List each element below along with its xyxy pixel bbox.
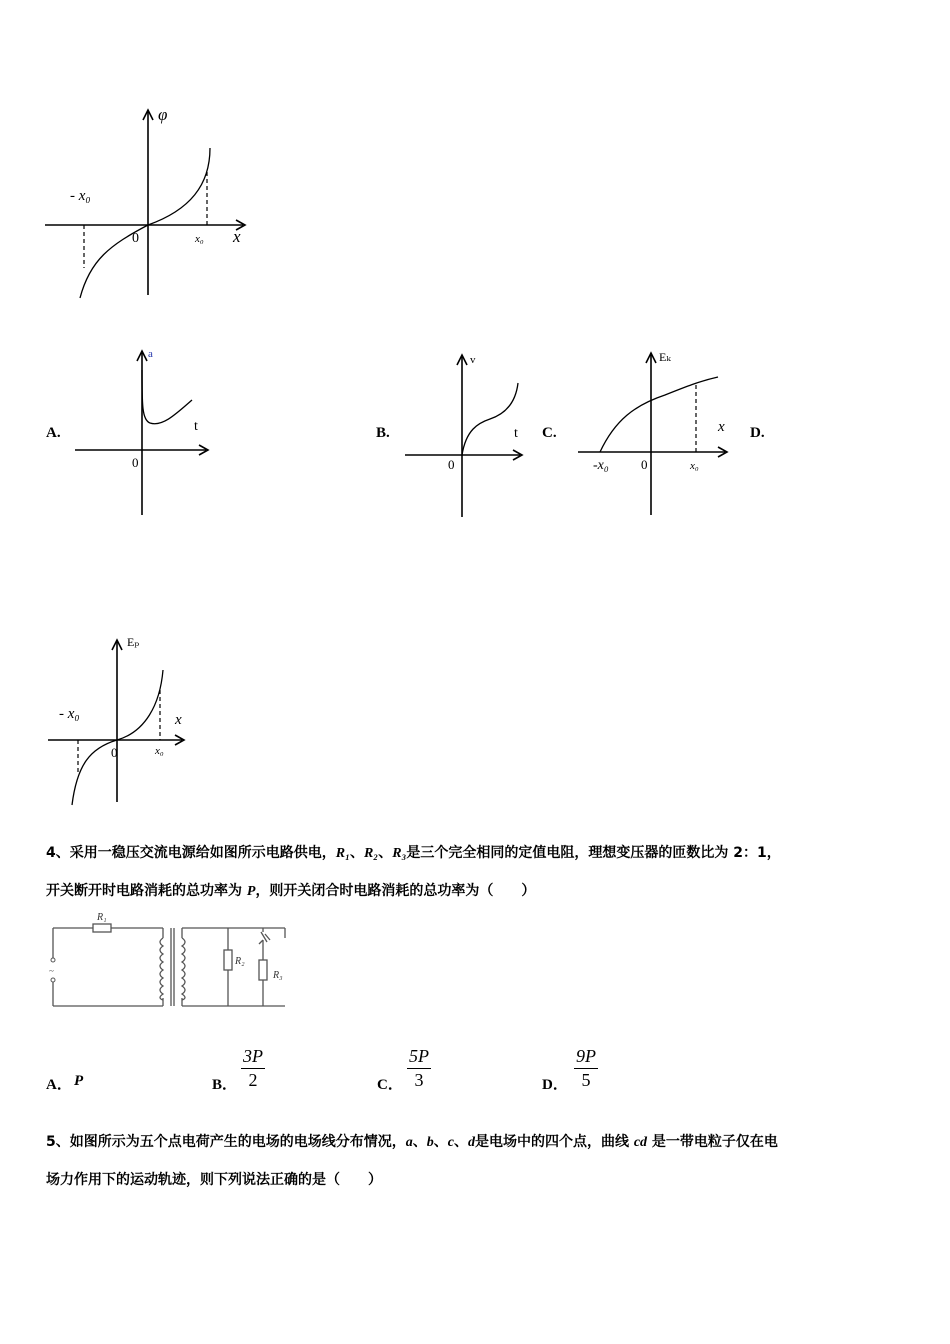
fraction-numerator: 9P [574,1046,598,1069]
option-b-graph [400,345,530,520]
fraction-denominator: 2 [248,1070,258,1090]
option-c-curve [600,377,718,452]
neg-x0-label: -x₀ [593,458,609,473]
x-label: t [514,426,518,441]
origin-label: 0 [111,745,118,760]
fraction-denominator: 5 [581,1070,591,1090]
q4-option-b-letter: B． [212,1077,238,1093]
r3-label: R₃ [273,970,283,981]
y-label: a [148,348,153,360]
origin-label: 0 [641,457,648,472]
resistor-r1 [93,924,111,932]
option-a-graph [70,345,215,520]
q4-option-a-value: P [74,1073,84,1089]
pos-x0-label: x₀ [195,233,204,245]
phi-label: φ [158,105,168,124]
q4-option-d-letter: D． [542,1077,568,1093]
resistor-r3 [259,960,267,980]
neg-x0-label: - x₀ [70,188,91,204]
phi-x-graph [40,100,260,305]
terminal-top [51,958,55,962]
origin-label: 0 [448,457,455,472]
pos-x0-label: x₀ [690,460,699,472]
question-5-line-1: 5、如图所示为五个点电荷产生的电场的电场线分布情况，a、b、c、d是电场中的四个点，曲线 cd 是一带电粒子仅在电 [46,1134,778,1150]
terminal-bottom [51,978,55,982]
neg-x0-label: - x₀ [59,706,80,722]
primary-coil [160,938,163,1000]
q4-option-a-letter: A． [46,1077,72,1093]
fraction-numerator: 3P [241,1046,265,1069]
y-label: v [470,354,476,366]
pos-x0-label: x₀ [155,745,164,757]
x-label: x [175,712,182,728]
fraction-numerator: 5P [407,1046,431,1069]
option-a-curve [142,370,192,424]
phi-curve [80,148,210,298]
option-d-graph [45,630,195,808]
option-d-letter: D. [750,425,765,441]
x-label: t [194,419,198,434]
q4-option-b-fraction [241,1046,265,1091]
fraction-denominator: 3 [414,1070,424,1090]
circuit-diagram [45,908,300,1013]
question-4-line-1: 4、采用一稳压交流电源给如图所示电路供电，R₁、R₂、R₃是三个完全相同的定值电阻，理想变压器的匝数比为 2：1， [46,845,781,861]
r1-label: R₁ [97,912,107,923]
q4-option-c-fraction [407,1046,431,1091]
option-a-letter: A. [46,425,61,441]
option-c-graph [575,345,740,520]
question-4-line-2: 开关断开时电路消耗的总功率为 P，则开关闭合时电路消耗的总功率为（ ） [46,883,536,899]
secondary-coil [182,938,185,1000]
q4-option-d-fraction [574,1046,598,1091]
y-label: Eₚ [127,635,140,649]
r2-label: R₂ [235,956,245,967]
option-b-letter: B. [376,425,390,441]
resistor-r2 [224,950,232,970]
origin-label: 0 [132,455,139,470]
x-label: x [718,419,725,435]
origin-label: 0 [132,231,139,246]
y-label: Eₖ [659,350,671,364]
option-b-curve [462,383,518,455]
q4-option-c-letter: C． [377,1077,403,1093]
ac-symbol: ~ [49,966,54,976]
x-label: x [233,227,241,246]
question-5-line-2: 场力作用下的运动轨迹，则下列说法正确的是（ ） [46,1172,382,1188]
option-c-letter: C. [542,425,557,441]
